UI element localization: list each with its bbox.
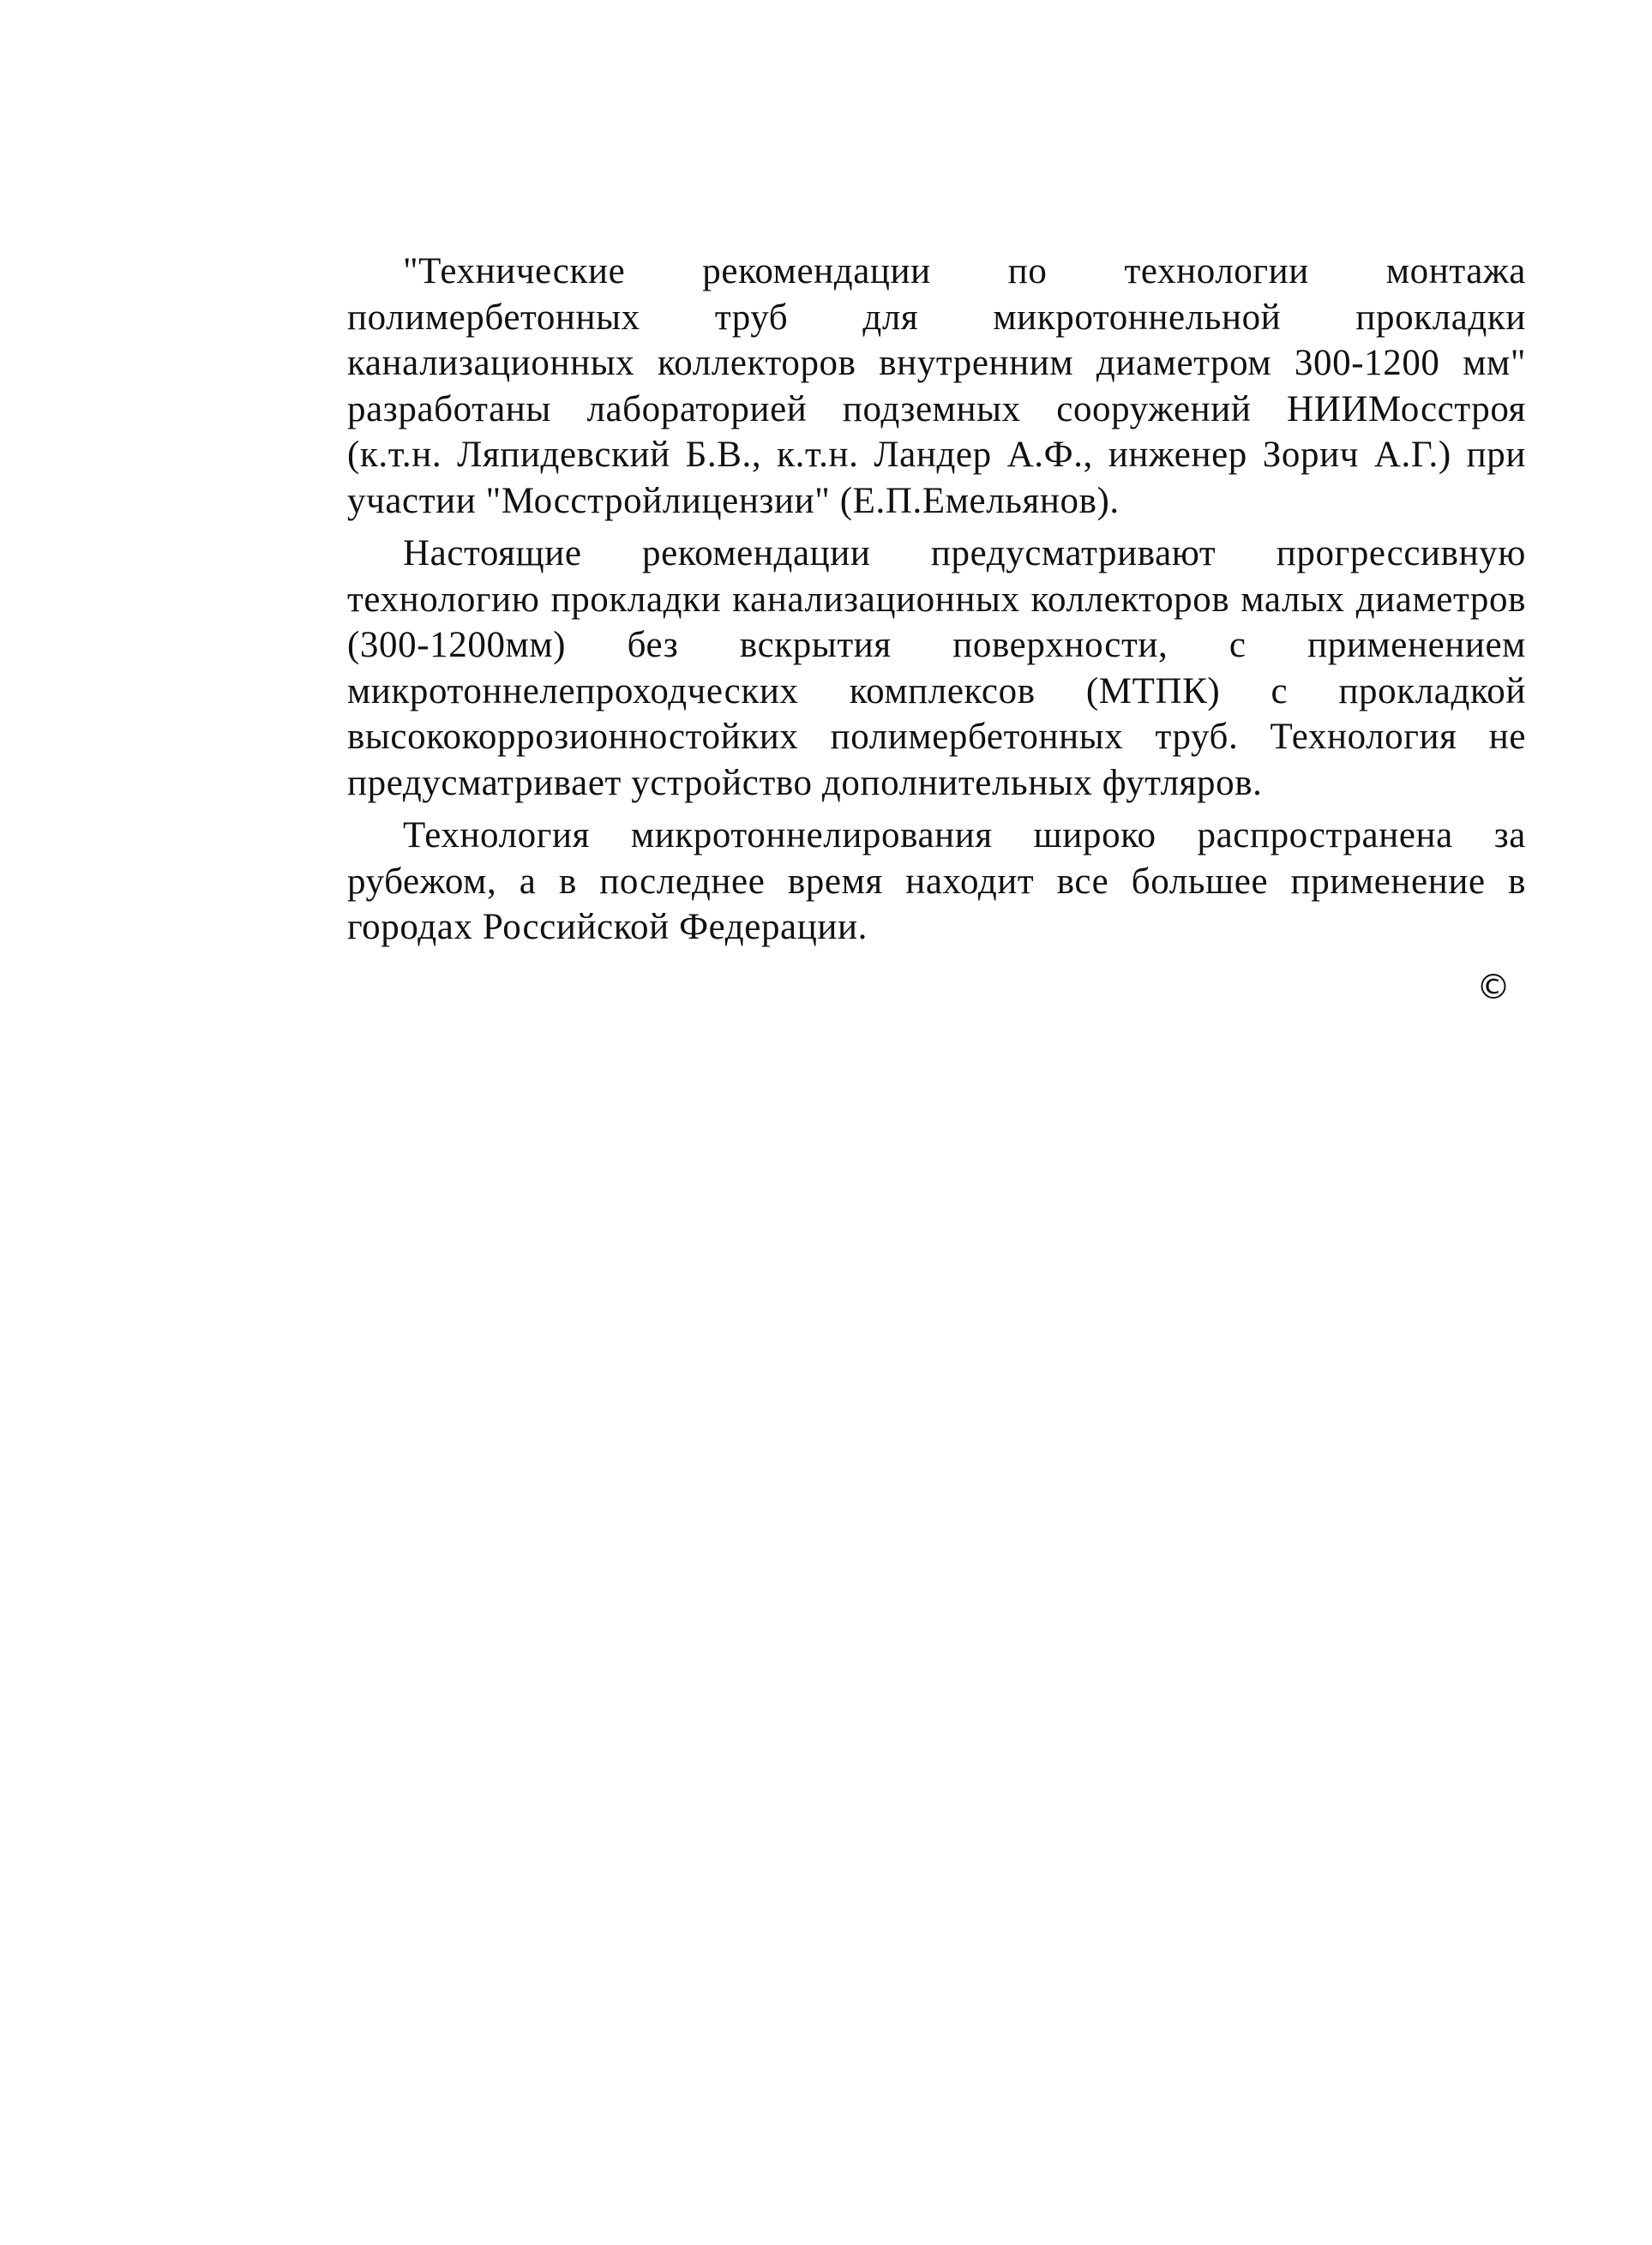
paragraph-technology: Настоящие рекомендации предусматривают прогрессивную технологию прокладки канализационных коллекторов малых диаметров (300-1200мм) без вскрытия поверхности, с применением микротоннелепроходческих комплексов (МТПК) с прокладкой высококоррозионностойких полимербетонных труб. Технология не предусматривает устройство дополнительных футляров.	[347, 533, 1526, 803]
document-body	[347, 249, 1526, 951]
paragraph-adoption: Технология микротоннелирования широко распространена за рубежом, а в последнее время находит все большее применение в городах Российской Федерации.	[347, 815, 1526, 947]
paragraph-authors: "Технические рекомендации по технологии монтажа полимербетонных труб для микротоннельной прокладки канализационных коллекторов внутренним диаметром 300-1200 мм" разработаны лабораторией подземных сооружений НИИМосстроя (к.т.н. Ляпидевский Б.В., к.т.н. Ландер А.Ф., инженер Зорич А.Г.) при участии "Мосстройлицензии" (Е.П.Емельянов).	[347, 251, 1526, 521]
copyright-icon: ©	[1476, 968, 1511, 1007]
